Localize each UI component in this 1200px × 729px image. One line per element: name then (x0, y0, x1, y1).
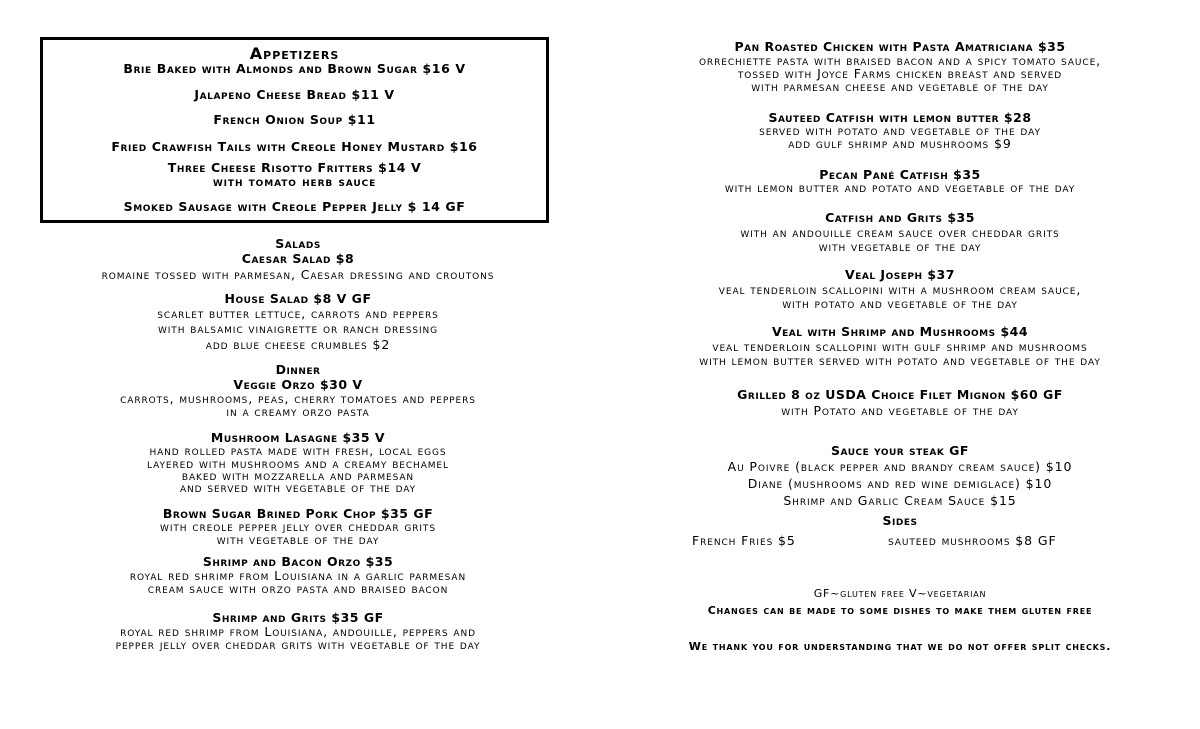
house-salad-desc-1: scarlet butter lettuce, carrots and peppers (157, 306, 439, 321)
filet-mignon-title: Grilled 8 oz USDA Choice Filet Mignon $60 GF (737, 387, 1063, 402)
mushroom-lasagne-desc-2: layered with mushrooms and a creamy bechamel (147, 456, 449, 471)
veggie-orzo-title: Veggie Orzo $30 V (233, 377, 363, 392)
veal-joseph-desc-1: veal tenderloin scallopini with a mushroom cream sauce, (718, 282, 1082, 297)
appetizer-onion-soup: French Onion Soup $11 (213, 112, 376, 127)
appetizer-smoked-sausage: Smoked Sausage with Creole Pepper Jelly $ 14 GF (123, 199, 466, 214)
sauteed-catfish-title: Sauteed Catfish with lemon butter $28 (768, 110, 1032, 125)
veggie-orzo-desc-2: in a creamy orzo pasta (226, 404, 370, 419)
veal-shrimp-desc-1: veal tenderloin scallopini with gulf shrimp and mushrooms (712, 339, 1088, 354)
chicken-amatriciana-title: Pan Roasted Chicken with Pasta Amatriciana $35 (734, 39, 1066, 54)
shrimp-bacon-orzo-desc-1: royal red shrimp from Louisiana in a garlic parmesan (129, 568, 467, 583)
side-french-fries: French Fries $5 (692, 533, 796, 548)
veggie-orzo-desc-1: carrots, mushrooms, peas, cherry tomatoes and peppers (120, 391, 476, 406)
shrimp-bacon-orzo-desc-2: cream sauce with orzo pasta and braised bacon (147, 581, 449, 596)
sauce-shrimp-garlic: Shrimp and Garlic Cream Sauce $15 (783, 493, 1017, 508)
catfish-grits-title: Catfish and Grits $35 (825, 210, 975, 225)
veal-joseph-desc-2: with potato and vegetable of the day (782, 296, 1018, 311)
mushroom-lasagne-desc-4: and served with vegetable of the day (179, 480, 417, 495)
sauce-au-poivre: Au Poivre (black pepper and brandy cream sauce) $10 (727, 459, 1073, 474)
shrimp-grits-desc-2: pepper jelly over cheddar grits with vegetable of the day (115, 637, 481, 652)
pecan-catfish-desc-1: with lemon butter and potato and vegetable of the day (724, 180, 1076, 195)
chicken-amatriciana-desc-3: with parmesan cheese and vegetable of the day (751, 79, 1049, 94)
shrimp-grits-title: Shrimp and Grits $35 GF (212, 610, 384, 625)
salads-heading: Salads (275, 236, 321, 251)
mushroom-lasagne-title: Mushroom Lasagne $35 V (210, 430, 386, 445)
veal-shrimp-title: Veal with Shrimp and Mushrooms $44 (771, 324, 1029, 339)
diet-legend: GF~gluten free V~vegetarian (813, 587, 987, 600)
appetizer-risotto-desc: with tomato herb sauce (212, 174, 377, 189)
mushroom-lasagne-desc-1: hand rolled pasta made with fresh, local eggs (149, 443, 447, 458)
appetizer-crawfish: Fried Crawfish Tails with Creole Honey Mustard $16 (111, 139, 478, 154)
dinner-heading: Dinner (275, 362, 321, 377)
pork-chop-title: Brown Sugar Brined Pork Chop $35 GF (162, 506, 434, 521)
appetizers-box (40, 37, 549, 223)
appetizer-jalapeno-bread: Jalapeno Cheese Bread $11 V (194, 87, 395, 102)
sides-heading: Sides (882, 513, 918, 528)
house-salad-desc-2: with balsamic vinaigrette or ranch dressing (157, 321, 439, 336)
chicken-amatriciana-desc-1: orrechiette pasta with braised bacon and a spicy tomato sauce, (698, 53, 1102, 68)
pork-chop-desc-2: with vegetable of the day (216, 532, 380, 547)
house-salad-desc-3: add blue cheese crumbles $2 (205, 337, 391, 352)
caesar-salad-desc: romaine tossed with parmesan, Caesar dressing and croutons (101, 267, 495, 282)
split-checks-note: We thank you for understanding that we do not offer split checks. (688, 640, 1112, 653)
caesar-salad-title: Caesar Salad $8 (241, 251, 355, 266)
side-sauteed-mushrooms: sauteed mushrooms $8 GF (888, 533, 1057, 548)
shrimp-bacon-orzo-title: Shrimp and Bacon Orzo $35 (202, 554, 394, 569)
chicken-amatriciana-desc-2: tossed with Joyce Farms chicken breast and served (737, 66, 1063, 81)
veal-shrimp-desc-2: with lemon butter served with potato and vegetable of the day (699, 353, 1101, 368)
shrimp-grits-desc-1: royal red shrimp from Louisiana, andouille, peppers and (120, 624, 476, 639)
mushroom-lasagne-desc-3: baked with mozzarella and parmesan (181, 468, 415, 483)
sauce-diane: Diane (mushrooms and red wine demiglace) $10 (747, 476, 1053, 491)
filet-mignon-desc-1: with Potato and vegetable of the day (781, 403, 1019, 418)
catfish-grits-desc-1: with an andouille cream sauce over cheddar grits (740, 225, 1060, 240)
appetizer-brie: Brie Baked with Almonds and Brown Sugar $16 V (123, 61, 466, 76)
pecan-catfish-title: Pecan Pané Catfish $35 (819, 167, 981, 182)
appetizers-heading: Appetizers (249, 44, 340, 63)
sauce-heading: Sauce your steak GF (831, 443, 969, 458)
catfish-grits-desc-2: with vegetable of the day (818, 239, 982, 254)
appetizer-risotto-fritters: Three Cheese Risotto Fritters $14 V (167, 160, 422, 175)
gluten-free-note: Changes can be made to some dishes to make them gluten free (707, 604, 1093, 617)
sauteed-catfish-desc-2: add gulf shrimp and mushrooms $9 (788, 136, 1012, 151)
pork-chop-desc-1: with creole pepper jelly over cheddar grits (160, 519, 436, 534)
sauteed-catfish-desc-1: served with potato and vegetable of the day (759, 123, 1041, 138)
veal-joseph-title: Veal Joseph $37 (845, 267, 955, 282)
house-salad-title: House Salad $8 V GF (224, 291, 372, 306)
